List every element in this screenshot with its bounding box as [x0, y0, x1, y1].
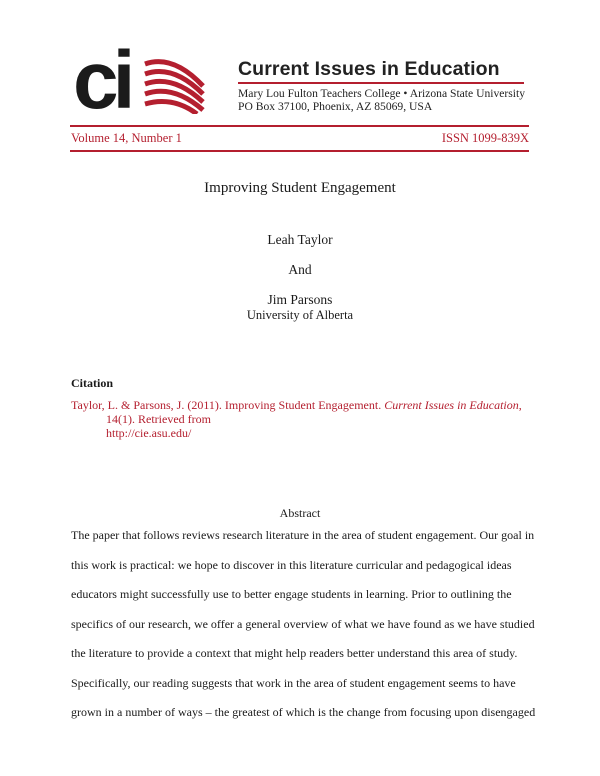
- abstract-line: specifics of our research, we offer a general overview of what we have found as we have studied: [71, 616, 535, 631]
- citation-authors-title: Taylor, L. & Parsons, J. (2011). Improving Student Engagement.: [71, 398, 385, 412]
- paper-title: Improving Student Engagement: [204, 180, 396, 196]
- author-name-1: Leah Taylor: [267, 232, 333, 247]
- abstract-line: this work is practical: we hope to discover in this literature curricular and pedagogical ideas: [71, 557, 512, 572]
- volume-number: Volume 14, Number 1: [71, 131, 182, 145]
- author-conjunction: And: [288, 262, 312, 277]
- header-rule-bottom: [70, 150, 529, 152]
- logo-flag-stripes: [145, 62, 203, 114]
- journal-affiliation-line2: PO Box 37100, Phoenix, AZ 85069, USA: [238, 100, 433, 113]
- abstract-body: [71, 521, 536, 728]
- issn: ISSN 1099-839X: [441, 131, 529, 145]
- abstract-heading: Abstract: [279, 506, 321, 520]
- citation-journal: Current Issues in Education: [384, 398, 519, 412]
- citation-comma: ,: [518, 398, 522, 412]
- citation-url-link[interactable]: http://cie.asu.edu/: [106, 426, 192, 440]
- cie-logo: [73, 46, 205, 114]
- citation-line-2: 14(1). Retrieved from: [106, 412, 211, 426]
- citation-heading: Citation: [71, 376, 113, 390]
- author-name-2: Jim Parsons: [267, 292, 333, 307]
- author-affiliation: University of Alberta: [246, 308, 354, 322]
- journal-title-underline: [238, 82, 524, 84]
- journal-affiliation-line1: Mary Lou Fulton Teachers College • Arizona State University: [238, 87, 526, 100]
- journal-title: Current Issues in Education: [238, 58, 500, 80]
- abstract-line: the literature to provide a context that might help readers better understand this area of study.: [71, 646, 518, 660]
- logo-text: ci: [73, 46, 130, 114]
- abstract-line: educators might successfully use to better engage students in learning. Prior to outlining the: [71, 587, 512, 601]
- abstract-line: Specifically, our reading suggests that work in the area of student engagement seems to have: [71, 675, 516, 690]
- abstract-line: grown in a number of ways – the greatest of which is the change from focusing upon disengaged: [71, 705, 536, 719]
- abstract-line: The paper that follows reviews research literature in the area of student engagement. Our goal in: [71, 528, 535, 542]
- header-rule-top: [70, 125, 529, 127]
- citation-line-1: [71, 398, 522, 413]
